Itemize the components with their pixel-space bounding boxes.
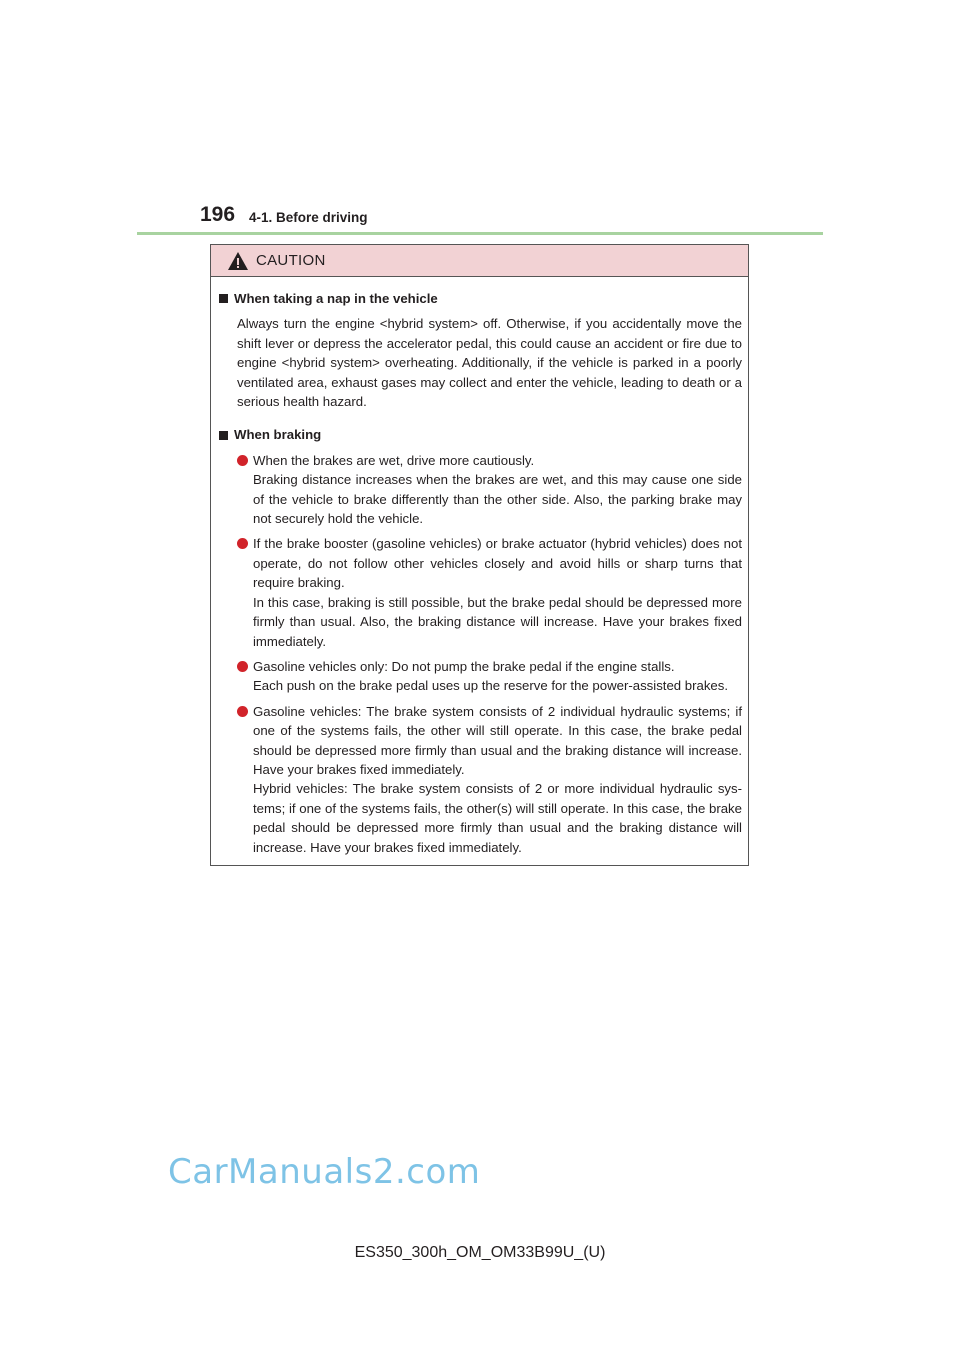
bullet-text: Braking distance increases when the brakes are wet, and this may cause one side of the vehicle to brake differently than the other side. Also, the parking brake may not securely hold the vehicle. xyxy=(253,472,742,527)
bullet-lead: If the brake booster (gasoline vehicles) or brake actuator (hybrid vehicles) does not operate, do not follow other vehicles closely and avoid hills or sharp turns that require braking. xyxy=(253,536,742,591)
warning-icon xyxy=(227,251,249,271)
bullet-lead: Gasoline vehicles: The brake system consists of 2 individual hydraulic systems; if one of the systems fails, the other will still operate. In this case, the brake pedal should be depressed more firmly than usual and the braking distance will increase. Have your brakes fixed immediately. xyxy=(253,703,742,777)
nap-paragraph: Always turn the engine <hybrid system> off. Otherwise, if you accidentally move the shift lever or depress the accelerator pedal, this could cause an accident or fire due to engine <hybrid system> overheating. Additionally, if the vehicle is parked in a poorly ventilated area, exhaust gases may collect and enter the vehicle, leading to death or a serious health hazard. xyxy=(237,316,742,410)
section-heading-braking xyxy=(219,425,742,444)
caution-title: CAUTION xyxy=(256,252,326,269)
square-bullet-icon xyxy=(219,294,228,303)
circle-bullet-icon xyxy=(237,455,248,466)
footer-doc-code: ES350_300h_OM_OM33B99U_(U) xyxy=(354,1244,606,1261)
section-heading-nap xyxy=(219,289,742,308)
bullet-text: In this case, braking is still possible, but the brake pedal should be depressed more firmly than usual. Also, the braking distance will increase. Have your brakes fixed immediately. xyxy=(253,594,742,649)
section-heading-text: When taking a nap in the vehicle xyxy=(234,291,438,306)
list-item xyxy=(219,702,742,857)
caution-header xyxy=(211,245,748,277)
list-item xyxy=(219,451,742,529)
caution-box xyxy=(210,244,749,866)
circle-bullet-icon xyxy=(237,661,248,672)
page-number: 196 xyxy=(200,203,236,226)
list-item xyxy=(219,657,742,696)
header-rule xyxy=(137,232,823,235)
bullet-lead: When the brakes are wet, drive more cautiously. xyxy=(253,452,535,468)
bullet-text: Hybrid vehicles: The brake system consists of 2 or more individual hydraulic sys-tems; if one of the systems fails, the other(s) will still operate. In this case, the brake pedal should be depressed more firmly than usual and the braking distance will increase. Have your brakes fixed immediately. xyxy=(253,781,742,855)
square-bullet-icon xyxy=(219,431,228,440)
caution-body xyxy=(211,277,748,857)
circle-bullet-icon xyxy=(237,538,248,549)
watermark-logo[interactable]: CarManuals2.com xyxy=(168,1152,481,1192)
braking-bullet-list xyxy=(219,451,742,857)
circle-bullet-icon xyxy=(237,706,248,717)
section-heading-text: When braking xyxy=(234,427,322,443)
list-item xyxy=(219,534,742,650)
bullet-lead: Gasoline vehicles only: Do not pump the brake pedal if the engine stalls. xyxy=(253,658,675,674)
bullet-text: Each push on the brake pedal uses up the reserve for the power-assisted brakes. xyxy=(253,678,729,694)
section-title: 4-1. Before driving xyxy=(249,210,368,225)
